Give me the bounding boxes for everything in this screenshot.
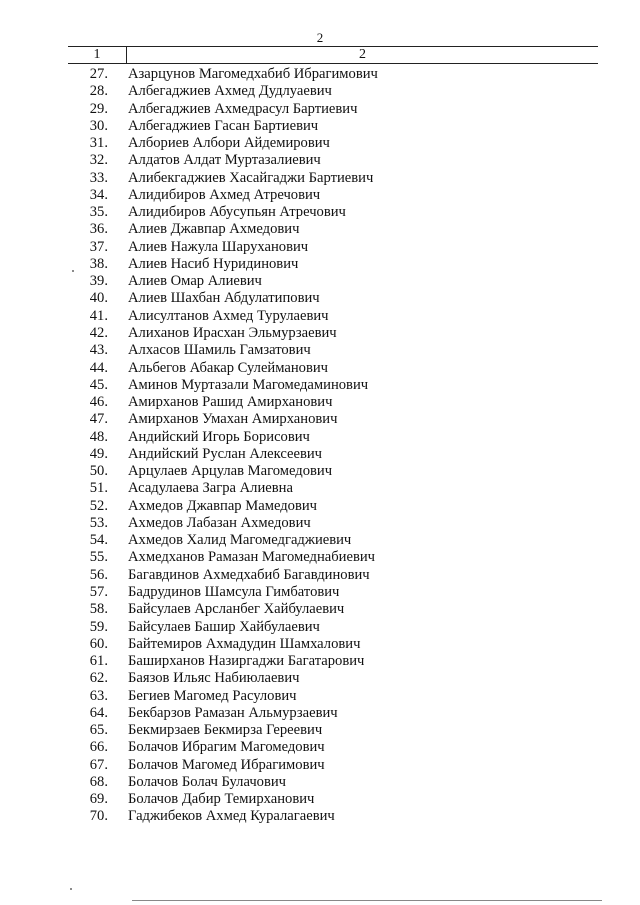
bottom-scan-line	[132, 900, 602, 901]
list-item-name: Бекбарзов Рамазан Альмурзаевич	[128, 704, 338, 721]
list-item	[0, 256, 640, 273]
table-header-col-1: 1	[93, 47, 101, 62]
list-item-name: Байсулаев Башир Хайбулаевич	[128, 618, 320, 635]
list-item-name: Албориев Албори Айдемирович	[128, 135, 330, 152]
list-item-name: Байтемиров Ахмадудин Шамхалович	[128, 635, 361, 652]
list-item-number: 43.	[89, 342, 108, 359]
list-item	[0, 619, 640, 636]
list-item-number: 69.	[89, 791, 108, 808]
list-item-number: 61.	[89, 653, 108, 670]
list-item-name: Ахмедханов Рамазан Магомеднабиевич	[128, 549, 375, 566]
list-item-name: Байсулаев Арсланбег Хайбулаевич	[128, 601, 345, 618]
list-item-number: 33.	[89, 169, 108, 186]
scan-speck	[72, 270, 74, 272]
list-item	[0, 118, 640, 135]
list-item	[0, 239, 640, 256]
list-item-name: Болачов Ибрагим Магомедович	[128, 739, 325, 756]
list-item-name: Алиев Шахбан Абдулатипович	[128, 290, 320, 307]
list-item-number: 67.	[89, 756, 108, 773]
list-item-number: 39.	[89, 273, 108, 290]
list-item-number: 32.	[89, 152, 108, 169]
list-item	[0, 394, 640, 411]
list-item-number: 62.	[89, 670, 108, 687]
list-item	[0, 377, 640, 394]
list-item-name: Альбегов Абакар Сулейманович	[128, 359, 328, 376]
list-item-number: 60.	[89, 635, 108, 652]
list-item-name: Алхасов Шамиль Гамзатович	[128, 342, 311, 359]
list-item	[0, 204, 640, 221]
list-item-number: 37.	[89, 238, 108, 255]
list-item-name: Албегаджиев Ахмедрасул Бартиевич	[128, 100, 358, 117]
list-item-number: 47.	[89, 411, 108, 428]
list-item	[0, 273, 640, 290]
list-item	[0, 791, 640, 808]
list-item-name: Албегаджиев Гасан Бартиевич	[128, 117, 319, 134]
list-item-number: 31.	[89, 135, 108, 152]
list-item-name: Алиханов Ирасхан Эльмурзаевич	[128, 324, 337, 341]
list-item-name: Баязов Ильяс Набиюлаевич	[128, 670, 300, 687]
list-item-number: 65.	[89, 722, 108, 739]
list-item-number: 28.	[89, 83, 108, 100]
list-item	[0, 429, 640, 446]
list-item-number: 58.	[89, 601, 108, 618]
list-item	[0, 515, 640, 532]
list-item	[0, 688, 640, 705]
list-item-number: 56.	[89, 566, 108, 583]
list-item-name: Алидибиров Абусупьян Атречович	[128, 204, 346, 221]
list-item-name: Алидибиров Ахмед Атречович	[128, 186, 321, 203]
list-item-name: Андийский Руслан Алексеевич	[128, 445, 323, 462]
list-item-name: Алиев Джавпар Ахмедович	[128, 221, 300, 238]
list-item	[0, 532, 640, 549]
list-item-name: Гаджибеков Ахмед Куралагаевич	[128, 808, 335, 825]
list-item-number: 27.	[89, 66, 108, 82]
list-item-number: 36.	[89, 221, 108, 238]
list-item	[0, 808, 640, 825]
list-item-name: Алдатов Алдат Муртазалиевич	[128, 152, 321, 169]
list-item	[0, 774, 640, 791]
list-item	[0, 653, 640, 670]
list-item-number: 57.	[89, 583, 108, 600]
list-item-number: 63.	[89, 687, 108, 704]
list-item-number: 41.	[89, 307, 108, 324]
list-item-number: 70.	[89, 808, 108, 825]
list-item	[0, 463, 640, 480]
list-item-number: 29.	[89, 100, 108, 117]
list-item	[0, 411, 640, 428]
list-item	[0, 290, 640, 307]
list-item-name: Алиев Насиб Нуридинович	[128, 255, 299, 272]
list-item	[0, 187, 640, 204]
list-item-number: 53.	[89, 514, 108, 531]
list-item-number: 49.	[89, 445, 108, 462]
list-item-name: Алибекгаджиев Хасайгаджи Бартиевич	[128, 169, 374, 186]
list-item-name: Андийский Игорь Борисович	[128, 428, 310, 445]
list-item-number: 64.	[89, 704, 108, 721]
list-item-number: 68.	[89, 773, 108, 790]
list-item-number: 34.	[89, 186, 108, 203]
list-item-name: Ахмедов Джавпар Мамедович	[128, 497, 317, 514]
list-item-number: 40.	[89, 290, 108, 307]
list-item	[0, 670, 640, 687]
list-item-number: 35.	[89, 204, 108, 221]
list-item	[0, 722, 640, 739]
list-item	[0, 739, 640, 756]
list-item-name: Азарцунов Магомедхабиб Ибрагимович	[128, 66, 378, 82]
list-item	[0, 83, 640, 100]
list-item	[0, 757, 640, 774]
list-item	[0, 567, 640, 584]
list-item-number: 45.	[89, 376, 108, 393]
list-item-name: Алисултанов Ахмед Турулаевич	[128, 307, 329, 324]
table-header-col-2: 2	[359, 47, 366, 62]
list-item-name: Болачов Болач Булачович	[128, 773, 287, 790]
list-item-number: 52.	[89, 497, 108, 514]
list-item	[0, 360, 640, 377]
list-item-name: Болачов Дабир Темирханович	[128, 791, 315, 808]
list-item	[0, 135, 640, 152]
list-item	[0, 636, 640, 653]
list-item	[0, 308, 640, 325]
list-item-name: Багавдинов Ахмедхабиб Багавдинович	[128, 566, 370, 583]
list-item	[0, 498, 640, 515]
list-item-name: Ахмедов Лабазан Ахмедович	[128, 514, 311, 531]
list-item-number: 42.	[89, 324, 108, 341]
list-item-number: 38.	[89, 255, 108, 272]
list-item	[0, 152, 640, 169]
list-item-name: Ахмедов Халид Магомедгаджиевич	[128, 532, 352, 549]
list-item-name: Алиев Нажула Шаруханович	[128, 238, 309, 255]
list-item-number: 30.	[89, 117, 108, 134]
list-item-name: Болачов Магомед Ибрагимович	[128, 756, 325, 773]
list-item-name: Бегиев Магомед Расулович	[128, 687, 297, 704]
list-item-number: 66.	[89, 739, 108, 756]
list-item	[0, 325, 640, 342]
scan-speck	[70, 888, 72, 890]
list-item	[0, 101, 640, 118]
list-item-name: Баширханов Назиргаджи Багатарович	[128, 653, 365, 670]
list-item	[0, 221, 640, 238]
list-item	[0, 66, 640, 83]
list-item	[0, 601, 640, 618]
list-item-name: Бадрудинов Шамсула Гимбатович	[128, 583, 340, 600]
list-item-number: 46.	[89, 394, 108, 411]
list-item-number: 59.	[89, 618, 108, 635]
list-item-name: Албегаджиев Ахмед Дудлуаевич	[128, 83, 332, 100]
list-item	[0, 170, 640, 187]
list-item	[0, 342, 640, 359]
list-item	[0, 480, 640, 497]
list-item	[0, 705, 640, 722]
list-item	[0, 549, 640, 566]
list-item-number: 44.	[89, 359, 108, 376]
name-list	[0, 66, 640, 826]
list-item-name: Арцулаев Арцулав Магомедович	[128, 463, 333, 480]
list-item-name: Бекмирзаев Бекмирза Гереевич	[128, 722, 323, 739]
list-item	[0, 584, 640, 601]
list-item-number: 55.	[89, 549, 108, 566]
list-item-number: 54.	[89, 532, 108, 549]
table-header-bottom-rule	[68, 63, 598, 64]
list-item	[0, 446, 640, 463]
list-item-number: 50.	[89, 463, 108, 480]
list-item-number: 51.	[89, 480, 108, 497]
list-item-name: Амирханов Рашид Амирханович	[128, 394, 333, 411]
list-item-name: Амирханов Умахан Амирханович	[128, 411, 338, 428]
list-item-name: Асадулаева Загра Алиевна	[128, 480, 293, 497]
page-number: 2	[316, 30, 324, 45]
list-item-name: Алиев Омар Алиевич	[128, 273, 262, 290]
list-item-name: Аминов Муртазали Магомедаминович	[128, 376, 369, 393]
list-item-number: 48.	[89, 428, 108, 445]
